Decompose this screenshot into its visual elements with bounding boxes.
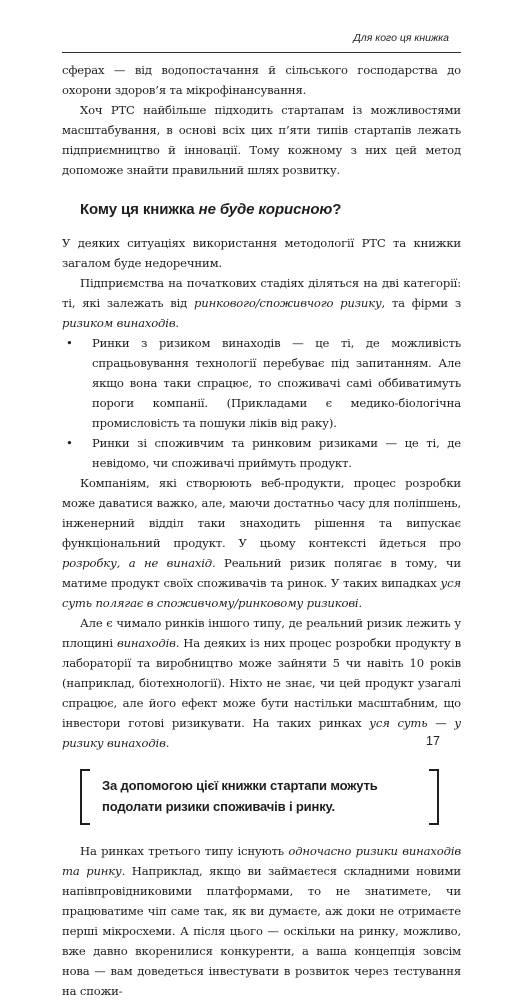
heading-text: Кому ця книжка [80,201,199,218]
heading-mark: ? [332,201,342,218]
emphasis: ринкового/споживчого ризику [194,296,382,310]
callout-bracket-left [80,769,90,825]
emphasis: розробку, а не винахід [62,556,212,570]
text-run: . [358,596,363,610]
text-run: Підприємства на початкових стадіях діляться на дві категорії: ті, які залежать від [62,276,461,310]
text-run: . На деяких із них процес розробки продукту в лабораторії та виробництво може зайняти 5 чи навіть 10 років (наприклад, біотехнології). Ніхто не знає, чи цей продукт узагалі спрацює, але його ефект може бути настільки масштабним, що інвестори готові ризикувати. На таких ринках [62,636,461,730]
text-run: На ринках третього типу існують [80,844,289,858]
page-number: 17 [426,734,440,748]
list-item [62,433,461,473]
list-item-text: Ринки зі споживчим та ринковим ризиками — це ті, де невідомо, чи споживачі приймуть продукт. [92,436,461,470]
emphasis: уся суть — у ризику винаходів [62,716,461,750]
section-heading [80,200,461,220]
bullet-icon: • [66,336,73,350]
paragraph: сферах — від водопостачання й сільського господарства до охорони здоров’я та мікрофінансування. [62,63,461,97]
text-run: Але є чимало ринків іншого типу, де реальний ризик лежить у площині [62,616,461,650]
text-run: . [165,736,170,750]
running-head: Для кого ця книжка [353,32,449,44]
text-run: , та фірми з [381,296,461,310]
page-body [62,60,461,1001]
paragraph [62,841,461,1001]
heading-emphasis: не буде корисною [198,201,333,218]
callout-box [80,769,439,825]
header-rule [62,52,461,53]
bullet-list [62,333,461,473]
list-item-text: Ринки з ризиком винаходів — це ті, де можливість спрацьовування технології перебуває під запитанням. Але якщо вона таки спрацює, то споживачі самі оббиватимуть пороги компанії. (Прикладами є медико-біологічна промисловість та пошуки ліків від раку). [92,336,461,430]
text-run: . [175,316,179,330]
list-item [62,333,461,433]
emphasis: одночасно ризики винаходів та ринку [62,844,461,878]
callout-text: За допомогою цієї книжки стартапи можуть подолати ризики споживачів і ринку. [102,778,378,814]
bullet-icon: • [66,436,73,450]
paragraph: У деяких ситуаціях використання методології РТС та книжки загалом буде недоречним. [62,236,461,270]
emphasis: уся суть полягає в споживчому/ринковому ризикові [62,576,461,610]
emphasis: винаходів [116,636,176,650]
paragraph [62,613,461,753]
emphasis: ризиком винаходів [62,316,176,330]
text-run: Компаніям, які створюють веб-продукти, процес розробки може даватися важко, але, маючи достатньо часу для поліпшень, інженерний відділ таки знаходить рішення та випускає функціональний продукт. У цьому контексті йдеться про [62,476,461,550]
paragraph [62,473,461,613]
text-run: . Реальний ризик полягає в тому, чи матиме продукт своїх споживачів та ринок. У таких випадках [62,556,461,590]
callout-bracket-right [429,769,439,825]
paragraph: Хоч РТС найбільше підходить стартапам із можливостями масштабування, в основі всіх цих п’яти типів стартапів лежать підприємництво й інновації. Тому кожному з них цей метод допоможе знайти правильний шлях розвитку. [62,103,461,177]
paragraph [62,273,461,333]
text-run: . Наприклад, якщо ви займаєтеся складними новими напівпровідниковими платформами, то не знатимете, чи працюватиме чіп саме так, як ви думаєте, аж доки не отримаєте перші мікросхеми. А після цього — оскільки на ринку, можливо, вже давно вкоренилися конкуренти, а ваша концепція зовсім нова — вам доведеться інвестувати в розвиток через тестування на спожи- [62,864,461,998]
